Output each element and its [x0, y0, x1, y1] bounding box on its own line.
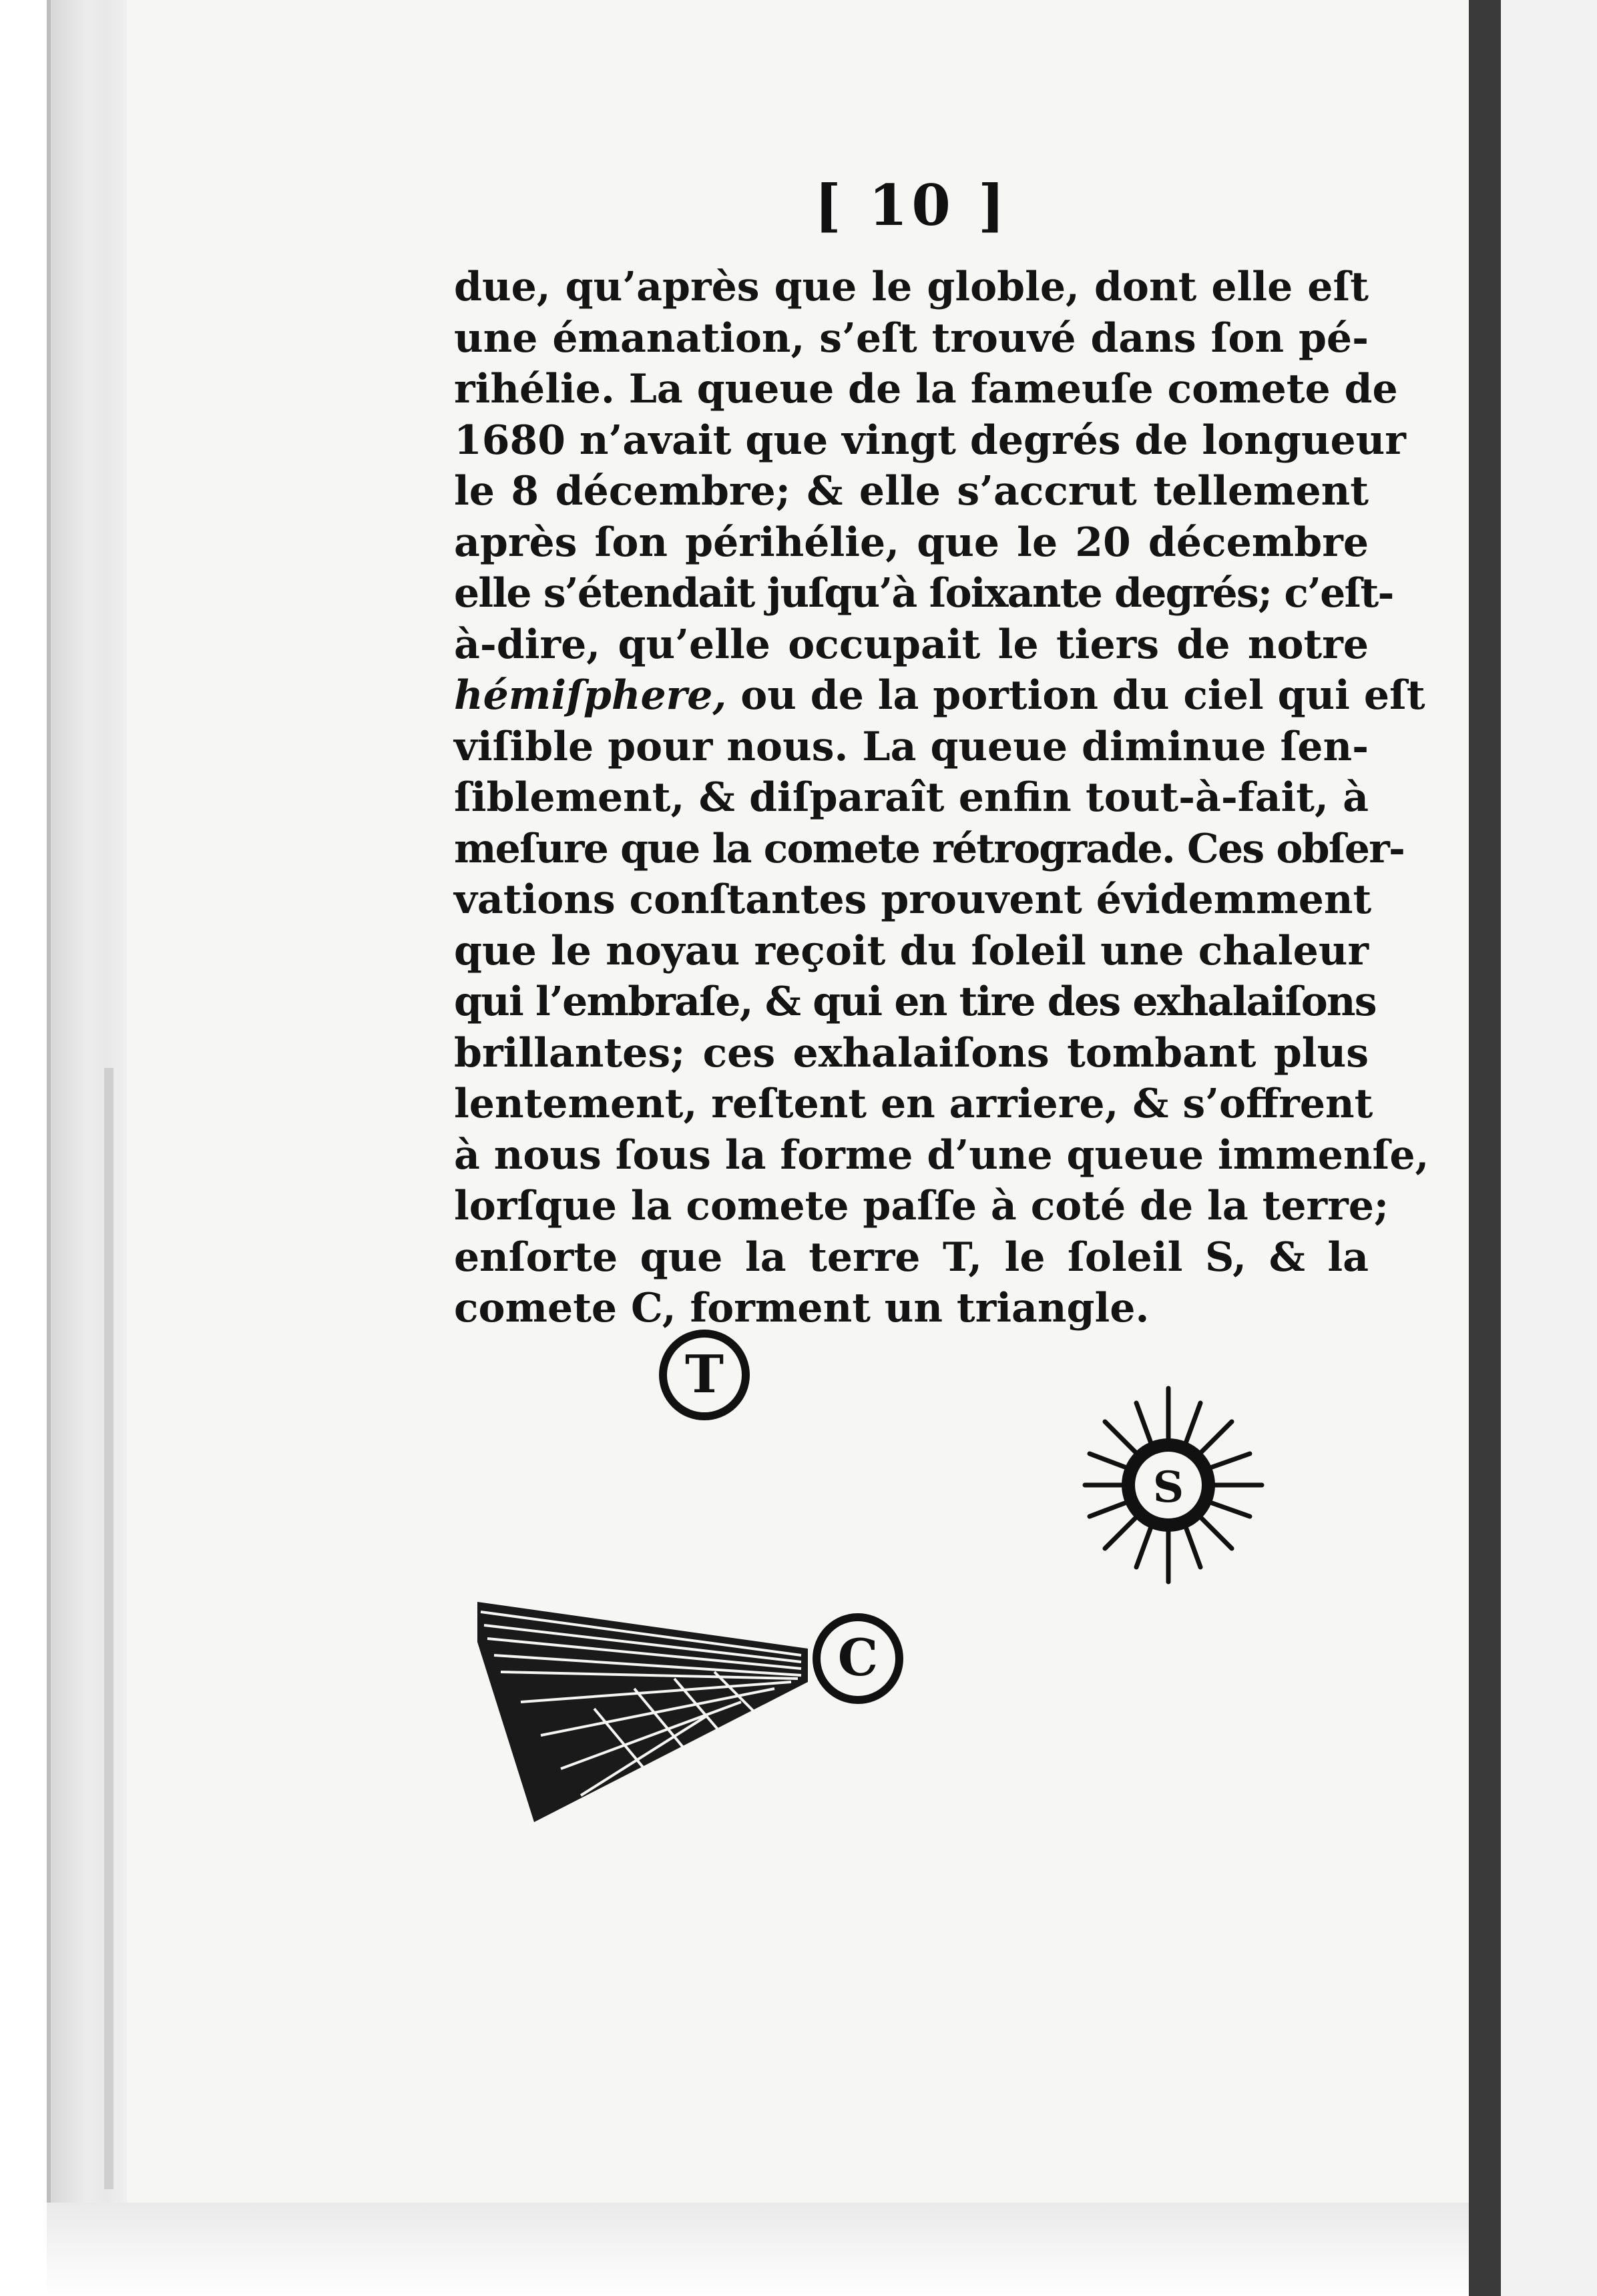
text-line: qui l’embraſe, & qui en tire des exhalaiſons	[454, 978, 1376, 1025]
comet-label: C	[837, 1628, 879, 1687]
text-line: meſure que la comete rétrograde. Ces obſer-	[454, 825, 1405, 872]
text-line-with-italic	[454, 670, 1425, 722]
comet-triangle-diagram	[427, 1308, 1295, 1855]
text-line: lorſque la comete paſſe à coté de la terre;	[454, 1183, 1389, 1229]
text-line: après ſon périhélie, que le 20 décembre	[454, 519, 1369, 566]
body-text	[454, 262, 1429, 1334]
sun-symbol	[1085, 1388, 1262, 1582]
right-margin	[1501, 0, 1597, 2296]
text-line: à-dire, qu’elle occupait le tiers de notre	[454, 621, 1369, 668]
text-line: 1680 n’avait que vingt degrés de longueur	[454, 416, 1406, 464]
text-line: brillantes; ces exhalaiſons tombant plus	[454, 1029, 1369, 1077]
book-binding-edge	[47, 0, 131, 2296]
text-line: due, qu’après que le globle, dont elle eſt	[454, 264, 1369, 310]
text-line: que le noyau reçoit du ſoleil une chaleur	[454, 927, 1369, 974]
earth-label: T	[684, 1344, 724, 1405]
comet-symbol	[477, 1602, 899, 1822]
binding-shadow	[104, 1068, 113, 2189]
earth-symbol	[663, 1334, 746, 1416]
text-line: ſiblement, & diſparaît enfin tout-à-fait, à	[454, 774, 1369, 821]
sun-label: S	[1152, 1462, 1184, 1512]
italic-word: hémiſphere,	[454, 672, 727, 719]
text-line: rihélie. La queue de la fameuſe comete de	[454, 366, 1398, 412]
text-line-rest: ou de la portion du ciel qui eſt	[740, 672, 1425, 719]
text-line: elle s’étendait juſqu’à ſoixante degrés; c’eſt-	[454, 570, 1393, 617]
left-margin	[0, 0, 47, 2296]
text-line: enſorte que la terre T, le ſoleil S, & la	[454, 1233, 1369, 1281]
page-number: [ 10 ]	[815, 172, 1009, 238]
text-line: viſible pour nous. La queue diminue ſen-	[454, 723, 1369, 770]
text-line: lentement, reſtent en arriere, & s’offrent	[454, 1081, 1373, 1127]
text-line: comete C, forment un triangle.	[454, 1285, 1150, 1332]
comet-tail	[477, 1602, 808, 1822]
text-line: une émanation, s’eſt trouvé dans ſon pé-	[454, 314, 1369, 362]
text-line: à nous ſous la forme d’une queue immenſe,	[454, 1131, 1429, 1179]
bottom-shade	[47, 2203, 1469, 2296]
right-gutter-shadow	[1469, 0, 1501, 2296]
text-line: vations conſtantes prouvent évidemment	[454, 876, 1372, 923]
text-line: le 8 décembre; & elle s’accrut tellement	[454, 468, 1369, 515]
